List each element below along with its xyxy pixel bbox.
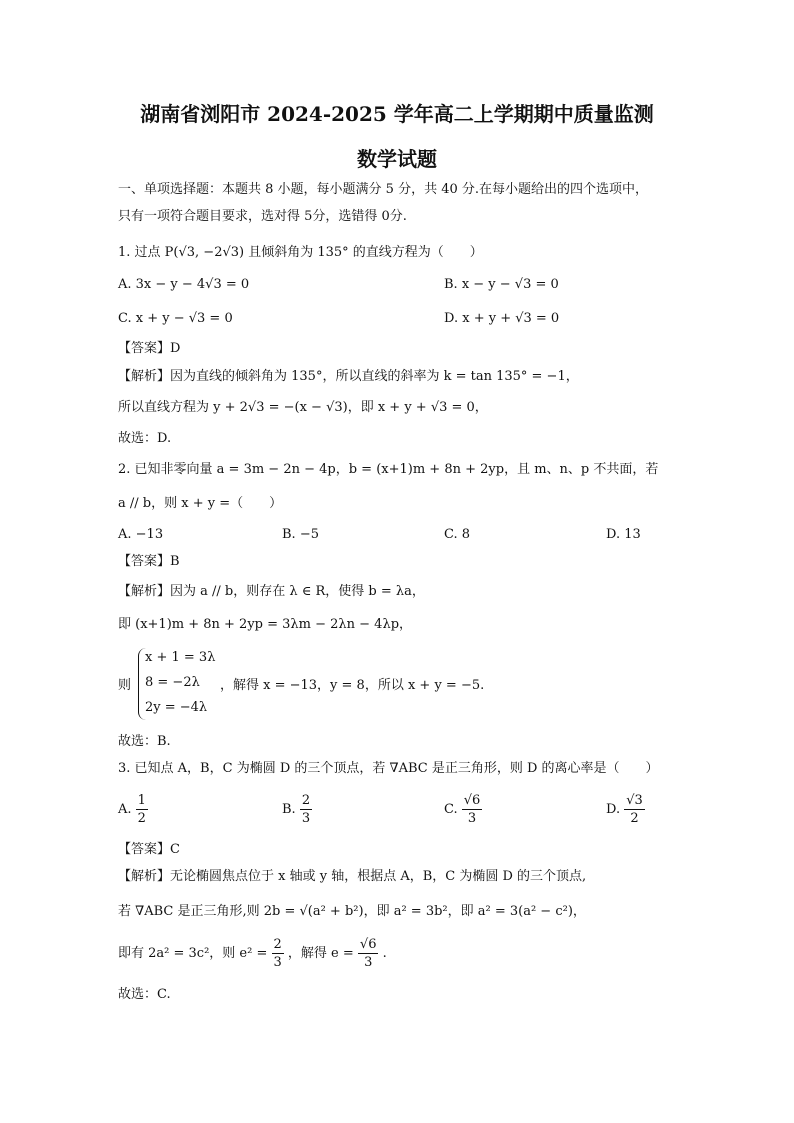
q2-system-eq2: 8 = −2λ [145, 675, 200, 690]
q3-option-b-fraction [300, 792, 312, 827]
q3-option-c-numerator: √6 [463, 793, 481, 808]
q1-explanation-2: 所以直线方程为 y + 2√3 = −(x − √3)，即 x + y + √3 = 0， [118, 400, 488, 415]
q2-stem-2: a // b，则 x + y =（ ） [118, 496, 283, 511]
q2-equation-system [138, 648, 216, 720]
q3-option-c [444, 792, 482, 827]
q2-stem-1: 2. 已知非零向量 a = 3m − 2n − 4p，b = (x+1)m + 8n + 2yp，且 m、n、p 不共面，若 [118, 462, 659, 477]
q3-explanation-3-end: . [382, 946, 387, 961]
section-intro-line1: 一、单项选择题：本题共 8 小题，每小题满分 5 分，共 40 分.在每小题给出的四个选项中， [118, 182, 649, 197]
q3-option-c-fraction [462, 792, 483, 827]
q3-option-b-numerator: 2 [301, 793, 311, 808]
q3-answer: 【答案】C [118, 842, 180, 857]
q3-option-a-label: A. [118, 802, 132, 817]
q2-option-b: B. −5 [282, 527, 319, 542]
q1-answer: 【答案】D [118, 341, 181, 356]
q3-option-d-label: D. [606, 802, 621, 817]
q3-option-b-label: B. [282, 802, 296, 817]
q2-option-d: D. 13 [606, 527, 641, 542]
q3-option-b [282, 792, 312, 827]
section-intro-line2: 只有一项符合题目要求，选对得 5分，选错得 0分. [118, 209, 407, 224]
q3-explanation-3-pre: 即有 2a² = 3c²，则 e² = [118, 946, 268, 961]
page-subtitle: 数学试题 [357, 147, 437, 171]
q3-option-a-numerator: 1 [137, 793, 146, 808]
q3-explanation-3 [118, 936, 387, 971]
q2-explanation-2: 即 (x+1)m + 8n + 2yp = 3λm − 2λn − 4λp， [118, 617, 413, 632]
q3-e-numerator: √6 [359, 937, 377, 952]
q3-option-b-denominator: 3 [301, 811, 311, 826]
q3-option-d-denominator: 2 [630, 811, 639, 826]
q3-option-d-fraction [624, 792, 645, 827]
q3-option-a [118, 792, 148, 827]
q3-e-denominator: 3 [364, 955, 373, 970]
q1-option-a: A. 3x − y − 4√3 = 0 [118, 277, 250, 292]
q2-conclusion: 故选：B. [118, 734, 171, 749]
q1-explanation-1: 【解析】因为直线的倾斜角为 135°，所以直线的斜率为 k = tan 135° = −1， [118, 369, 579, 384]
q1-option-b: B. x − y − √3 = 0 [444, 277, 559, 292]
q3-e-squared-denominator: 3 [273, 955, 282, 970]
q2-answer: 【答案】B [118, 554, 180, 569]
q3-explanation-3-mid: ，解得 e = [287, 946, 354, 961]
q3-option-c-denominator: 3 [467, 811, 477, 826]
q3-option-a-fraction [136, 792, 148, 827]
q2-system-eq1: x + 1 = 3λ [145, 650, 216, 665]
q2-explanation-1: 【解析】因为 a // b，则存在 λ ∈ R，使得 b = λa， [118, 584, 425, 599]
q2-system-result: ，解得 x = −13，y = 8，所以 x + y = −5. [220, 678, 485, 693]
q3-conclusion: 故选：C. [118, 987, 171, 1002]
q1-conclusion: 故选：D. [118, 431, 172, 446]
q2-option-c: C. 8 [444, 527, 471, 542]
q3-explanation-1: 【解析】无论椭圆焦点位于 x 轴或 y 轴，根据点 A，B，C 为椭圆 D 的三个顶点, [118, 869, 587, 884]
q3-e-fraction [358, 936, 379, 971]
q2-system-prefix: 则 [118, 678, 132, 693]
q3-e-squared-numerator: 2 [273, 937, 282, 952]
page-title: 湖南省浏阳市 2024-2025 学年高二上学期期中质量监测 [140, 102, 654, 126]
q3-option-d [606, 792, 645, 827]
q3-option-c-label: C. [444, 802, 458, 817]
q2-option-a: A. −13 [118, 527, 164, 542]
q3-stem: 3. 已知点 A，B，C 为椭圆 D 的三个顶点，若 ∇ABC 是正三角形，则 D 的离心率是（ ） [118, 761, 659, 776]
q3-explanation-2: 若 ∇ABC 是正三角形,则 2b = √(a² + b²)，即 a² = 3b²，即 a² = 3(a² − c²)， [118, 904, 586, 919]
q1-option-c: C. x + y − √3 = 0 [118, 311, 233, 326]
q3-e-squared-fraction [272, 936, 284, 971]
q1-stem: 1. 过点 P(√3, −2√3) 且倾斜角为 135° 的直线方程为（ ） [118, 245, 483, 260]
q3-option-a-denominator: 2 [137, 811, 146, 826]
q1-option-d: D. x + y + √3 = 0 [444, 311, 560, 326]
q3-option-d-numerator: √3 [626, 793, 643, 808]
q2-system-eq3: 2y = −4λ [145, 700, 208, 715]
